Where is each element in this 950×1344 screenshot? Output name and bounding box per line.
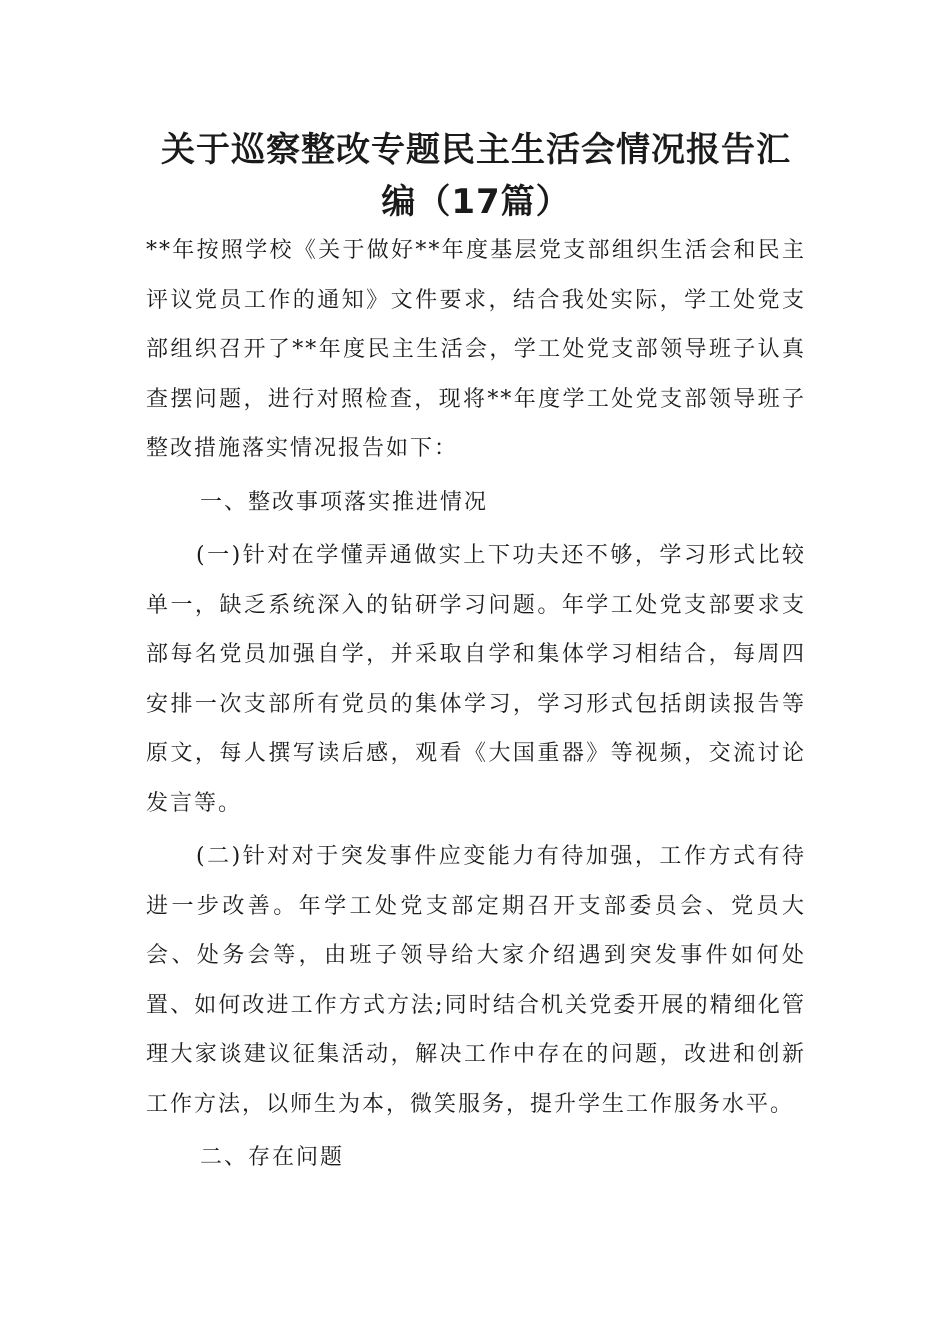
section-heading-1: 一、整改事项落实推进情况 (200, 489, 489, 515)
item-paragraph-1: (一)针对在学懂弄通做实上下功夫还不够，学习形式比较单一，缺乏系统深入的钻研学习问题。年学工处党支部要求支部每名党员加强自学，并采取自学和集体学习相结合，每周四安排一次支部所有党员的集体学习，学习形式包括朗读报告等原文，每人撰写读后感，观看《大国重器》等视频，交流讨论发言等。 (146, 543, 806, 816)
intro-paragraph: **年按照学校《关于做好**年度基层党支部组织生活会和民主评议党员工作的通知》文件要求，结合我处实际，学工处党支部组织召开了**年度民主生活会，学工处党支部领导班子认真查摆问题，进行对照检查，现将**年度学工处党支部领导班子整改措施落实情况报告如下： (146, 238, 806, 461)
item-paragraph-2: (二)针对对于突发事件应变能力有待加强，工作方式有待进一步改善。年学工处党支部定期召开支部委员会、党员大会、处务会等，由班子领导给大家介绍遇到突发事件如何处置、如何改进工作方式方法;同时结合机关党委开展的精细化管理大家谈建议征集活动，解决工作中存在的问题，改进和创新工作方法，以师生为本，微笑服务，提升学生工作服务水平。 (146, 844, 806, 1117)
document-body (146, 226, 806, 1183)
section-heading-2: 二、存在问题 (200, 1145, 345, 1170)
document-title: 关于巡察整改专题民主生活会情况报告汇编（17篇） (161, 130, 791, 222)
